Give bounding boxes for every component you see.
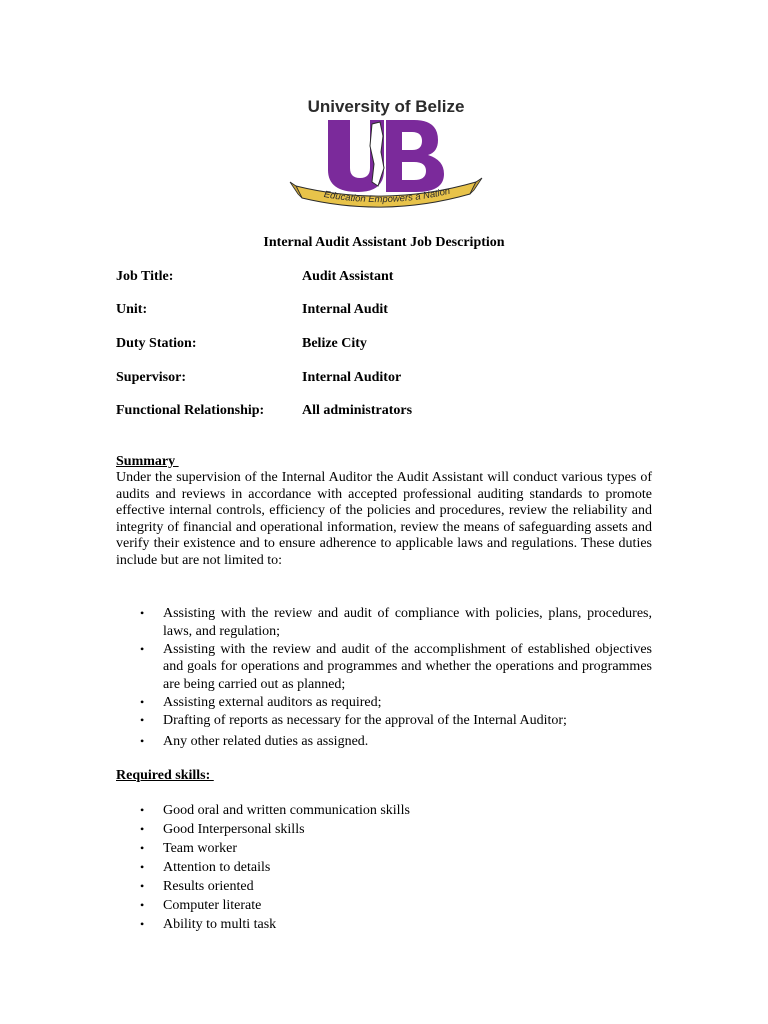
field-label: Job Title:: [116, 269, 174, 284]
bullet-icon: •: [140, 879, 145, 893]
skills-heading: Required skills:: [116, 768, 214, 783]
bullet-icon: •: [140, 917, 145, 931]
logo-name: University of Belize: [307, 97, 465, 116]
field-label: Duty Station:: [116, 336, 197, 351]
bullet-icon: •: [140, 713, 145, 728]
field-value: Internal Auditor: [302, 370, 402, 385]
university-logo: [288, 90, 484, 216]
bullet-icon: •: [140, 694, 145, 709]
list-item: • Ability to multi task: [140, 917, 277, 932]
field-value: Internal Audit: [302, 302, 388, 317]
document-title: Internal Audit Assistant Job Description: [263, 235, 505, 250]
bullet-icon: •: [140, 860, 145, 874]
list-item: • Computer literate: [140, 898, 262, 913]
list-item: • Any other related duties as assigned.: [140, 733, 369, 749]
list-item: • Assisting with the review and audit of compliance with policies, plans, procedures, laws, and regulation;: [140, 606, 652, 639]
field-label: Unit:: [116, 302, 148, 317]
bullet-icon: •: [140, 822, 145, 836]
field-label: Supervisor:: [116, 370, 186, 385]
field-value: Audit Assistant: [302, 269, 394, 284]
list-item: • Results oriented: [140, 879, 254, 894]
list-item: • Assisting with the review and audit of the accomplishment of established objectives and goals for operations and programmes and whether the operations and programmes are being carried out as planned;: [140, 641, 652, 692]
logo-b-letter: [386, 120, 444, 192]
bullet-icon: •: [140, 898, 145, 912]
logo-motto: Education Empowers a Nation: [323, 185, 452, 206]
field-value: Belize City: [302, 336, 367, 351]
list-item: • Attention to details: [140, 860, 271, 875]
list-item: • Drafting of reports as necessary for the approval of the Internal Auditor;: [140, 713, 567, 729]
bullet-icon: •: [140, 841, 145, 855]
summary-heading: Summary: [116, 454, 179, 469]
duties-list: [140, 605, 652, 751]
bullet-icon: •: [140, 803, 145, 817]
list-item: • Good oral and written communication skills: [140, 803, 410, 818]
bullet-icon: •: [140, 733, 145, 748]
list-item: • Assisting external auditors as required;: [140, 694, 382, 710]
field-label: Functional Relationship:: [116, 403, 265, 418]
bullet-icon: •: [140, 606, 145, 620]
summary-paragraph: Under the supervision of the Internal Auditor the Audit Assistant will conduct various types of audits and reviews in accordance with accepted professional auditing standards to promote effective internal controls, efficiency of the policies and procedures, review the reliability and integrity of financial and operational information, review the means of safeguarding assets and verify their existence and to ensure adherence to applicable laws and regulations. These duties include but are not limited to:: [116, 470, 652, 568]
field-value: All administrators: [302, 403, 413, 418]
bullet-icon: •: [140, 641, 145, 656]
list-item: • Team worker: [140, 841, 238, 856]
list-item: • Good Interpersonal skills: [140, 822, 305, 837]
skills-list: [140, 801, 652, 934]
